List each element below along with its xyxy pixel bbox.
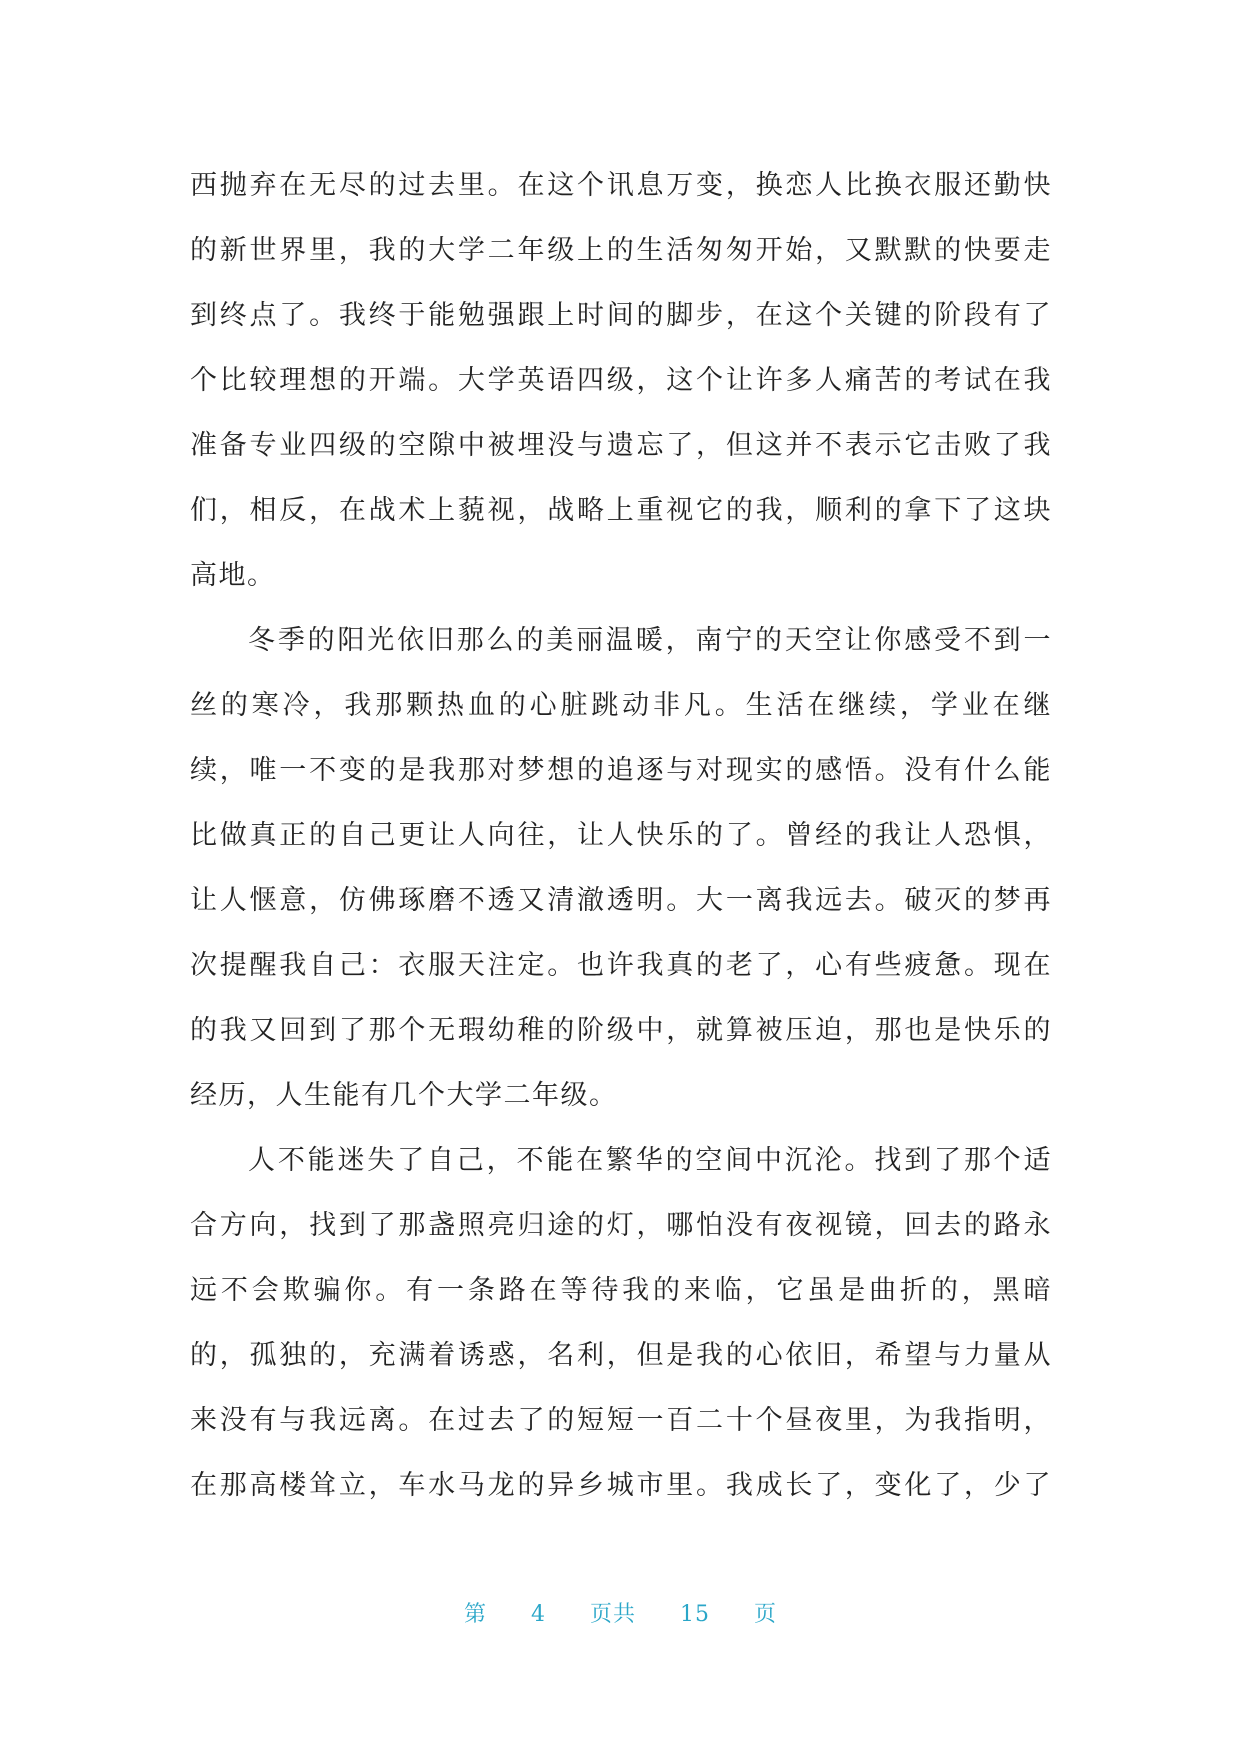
paragraph bbox=[190, 608, 1052, 1128]
text-line: 让人惬意，仿佛琢磨不透又清澈透明。大一离我远去。破灭的梦再 bbox=[190, 885, 1052, 916]
footer-middle: 页共 bbox=[589, 1602, 636, 1627]
text-line: 合方向，找到了那盏照亮归途的灯，哪怕没有夜视镜，回去的路永 bbox=[190, 1210, 1052, 1241]
text-line: 次提醒我自己：衣服天注定。也许我真的老了，心有些疲惫。现在 bbox=[190, 950, 1052, 981]
page-footer bbox=[0, 1597, 1241, 1628]
text-line: 经历，人生能有几个大学二年级。 bbox=[190, 1080, 618, 1111]
text-line: 冬季的阳光依旧那么的美丽温暖，南宁的天空让你感受不到一 bbox=[248, 625, 1052, 656]
text-line: 来没有与我远离。在过去了的短短一百二十个昼夜里，为我指明， bbox=[190, 1405, 1052, 1436]
text-line: 人不能迷失了自己，不能在繁华的空间中沉沦。找到了那个适 bbox=[248, 1145, 1052, 1176]
footer-suffix: 页 bbox=[754, 1602, 778, 1627]
total-page-number: 15 bbox=[680, 1602, 710, 1627]
text-line: 高地。 bbox=[190, 560, 276, 591]
text-line: 在那高楼耸立，车水马龙的异乡城市里。我成长了，变化了，少了 bbox=[190, 1470, 1052, 1501]
paragraph bbox=[190, 153, 1052, 608]
text-line: 们，相反，在战术上藐视，战略上重视它的我，顺利的拿下了这块 bbox=[190, 495, 1052, 526]
text-line: 的新世界里，我的大学二年级上的生活匆匆开始，又默默的快要走 bbox=[190, 235, 1052, 266]
text-line: 准备专业四级的空隙中被埋没与遗忘了，但这并不表示它击败了我 bbox=[190, 430, 1052, 461]
text-line: 到终点了。我终于能勉强跟上时间的脚步，在这个关键的阶段有了 bbox=[190, 300, 1052, 331]
text-line: 的，孤独的，充满着诱惑，名利，但是我的心依旧，希望与力量从 bbox=[190, 1340, 1052, 1371]
text-line: 远不会欺骗你。有一条路在等待我的来临，它虽是曲折的，黑暗 bbox=[190, 1275, 1052, 1306]
text-line: 续，唯一不变的是我那对梦想的追逐与对现实的感悟。没有什么能 bbox=[190, 755, 1052, 786]
paragraph bbox=[190, 1128, 1052, 1518]
text-line: 丝的寒冷，我那颗热血的心脏跳动非凡。生活在继续，学业在继 bbox=[190, 690, 1052, 721]
text-line: 的我又回到了那个无瑕幼稚的阶级中，就算被压迫，那也是快乐的 bbox=[190, 1015, 1052, 1046]
current-page-number: 4 bbox=[530, 1602, 546, 1627]
document-body bbox=[190, 153, 1052, 1518]
text-line: 比做真正的自己更让人向往，让人快乐的了。曾经的我让人恐惧， bbox=[190, 820, 1052, 851]
text-line: 西抛弃在无尽的过去里。在这个讯息万变，换恋人比换衣服还勤快 bbox=[190, 170, 1052, 201]
footer-prefix: 第 bbox=[463, 1602, 487, 1627]
text-line: 个比较理想的开端。大学英语四级，这个让许多人痛苦的考试在我 bbox=[190, 365, 1052, 396]
